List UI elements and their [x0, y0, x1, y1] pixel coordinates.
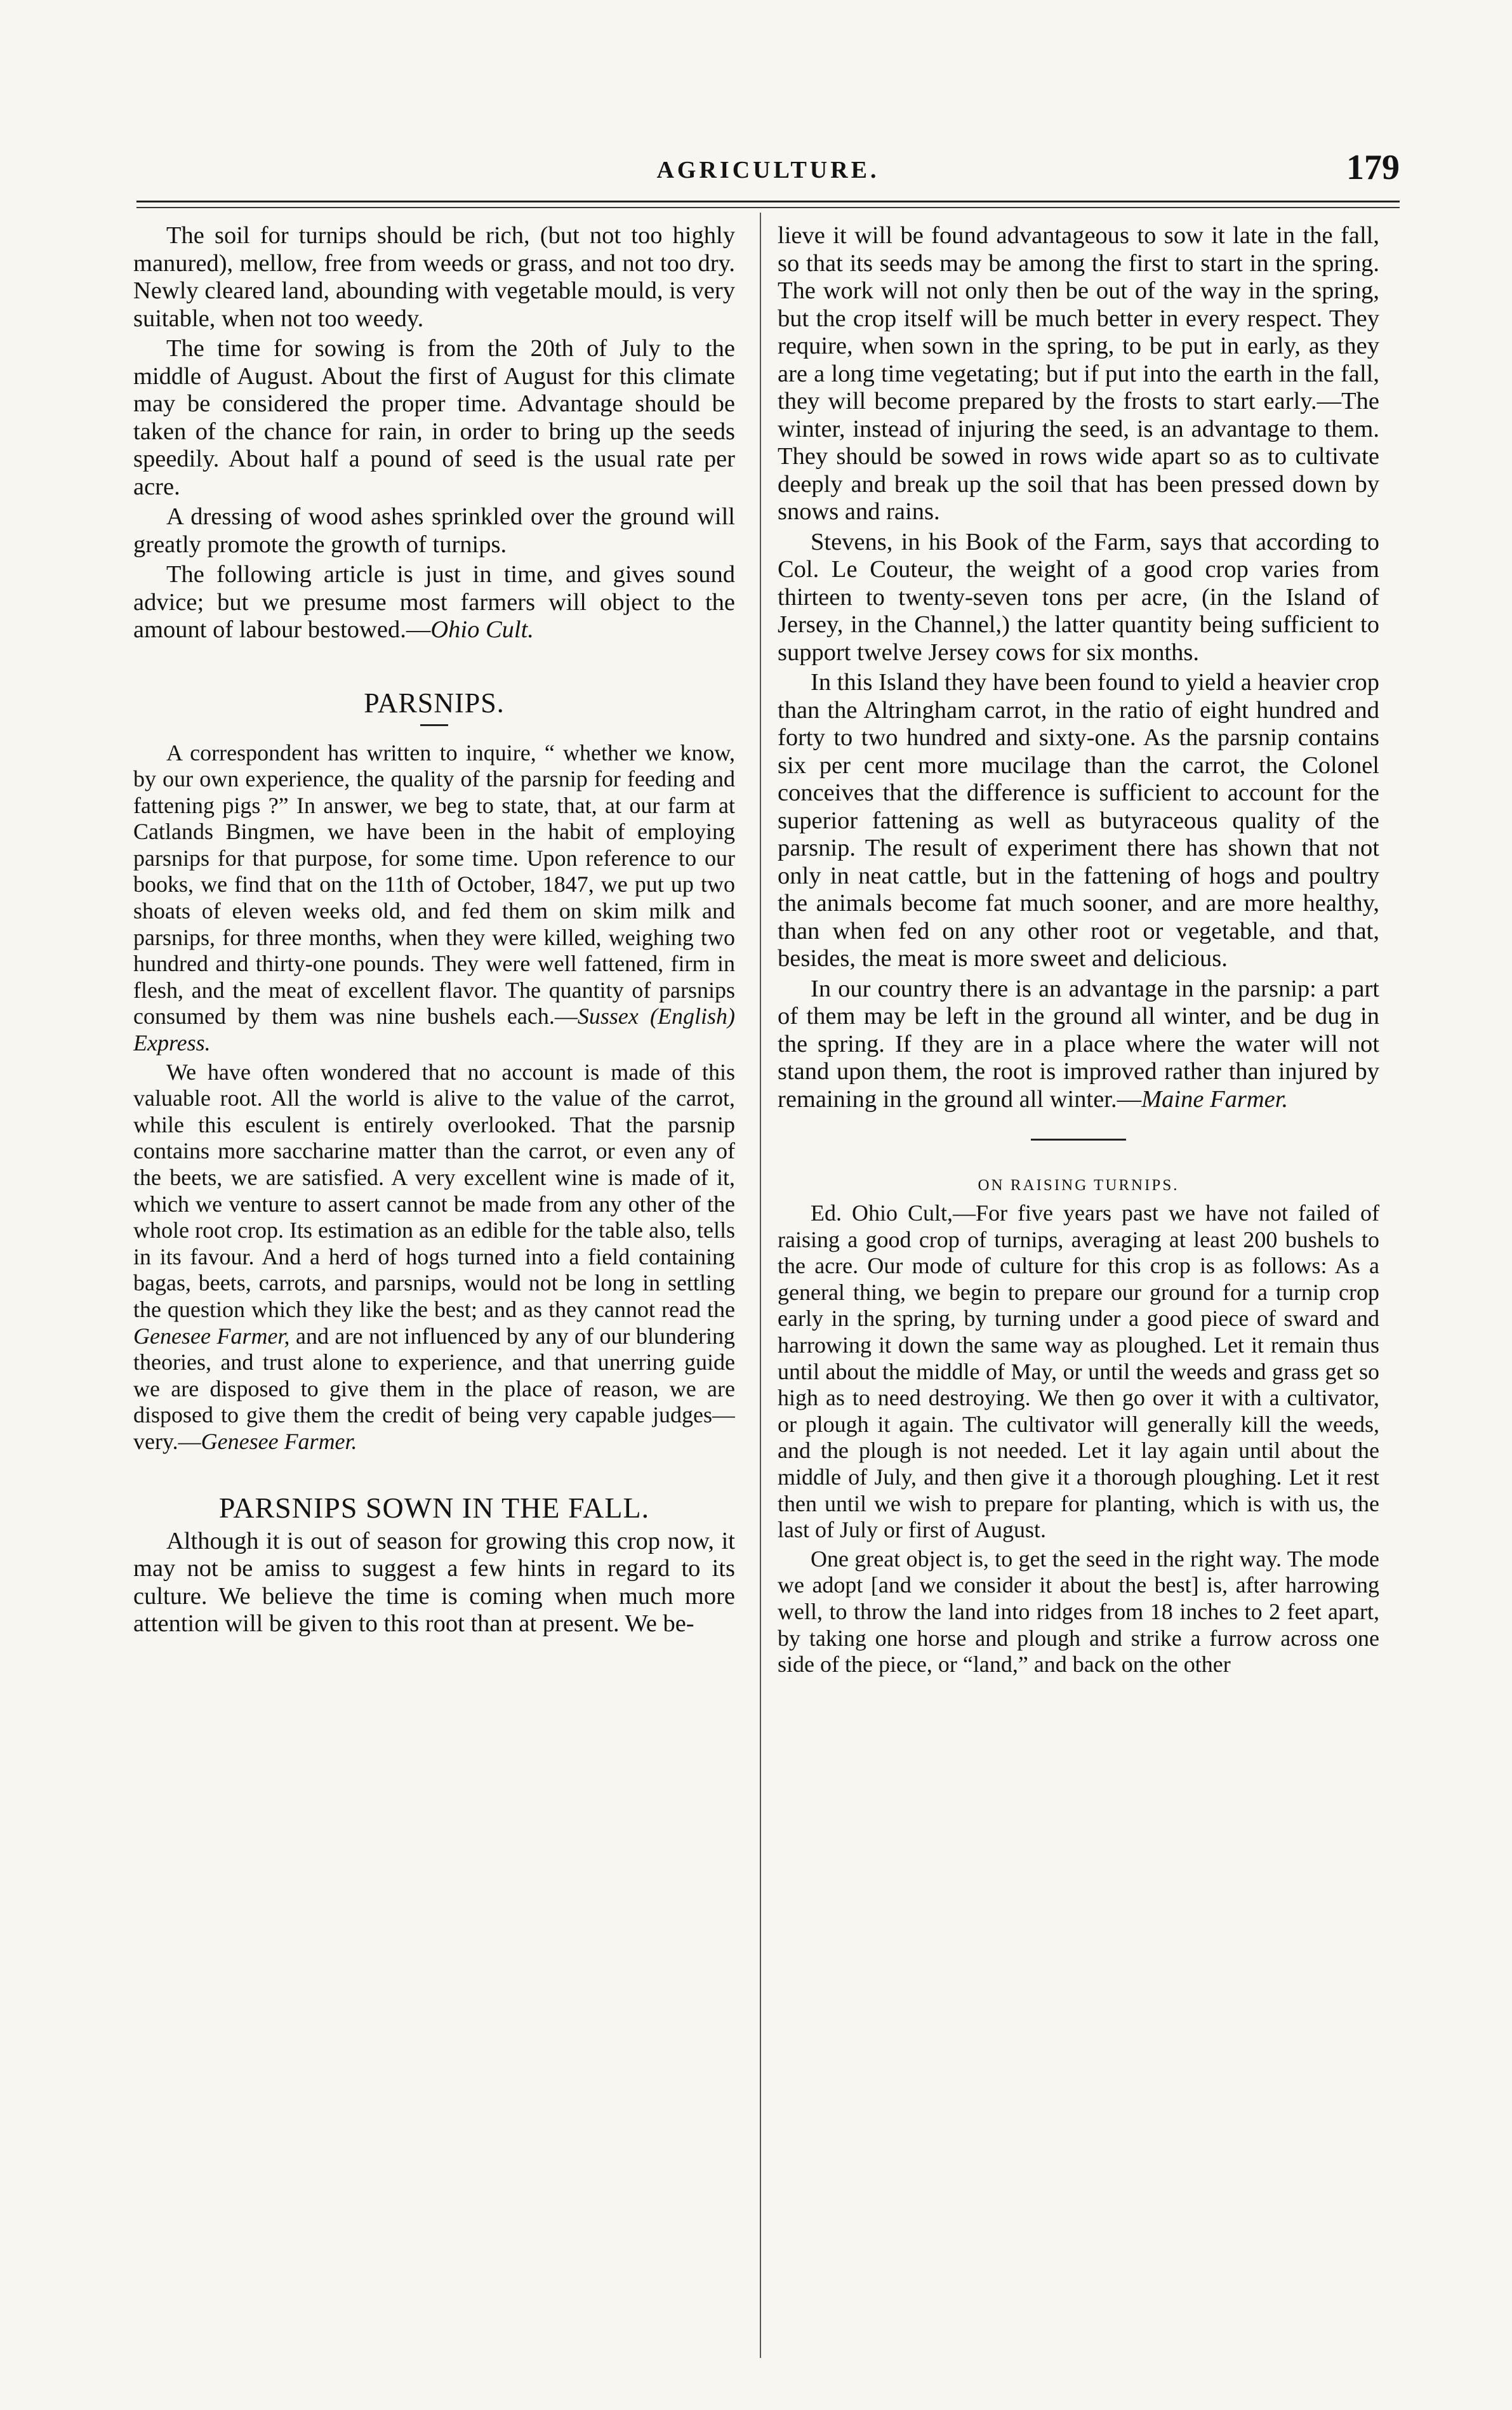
- header-rule-thin: [136, 207, 1400, 208]
- paragraph: [133, 561, 735, 644]
- paragraph: Ed. Ohio Cult,—For five years past we have not failed of raising a good crop of turnips, averaging at least 200 bushels to the acre. Our mode of culture for this crop is as follows: As a general thing, we begin to prepare our ground for a turnip crop early in the spring, by turning under a good piece of sward and harrowing it down the same way as ploughed. Let it remain thus until about the middle of May, or until the weeds and grass get so high as to need destroying. We then go over it with a cultivator, or plough it again. The cultivator will generally kill the weeds, and the plough is not needed. Let it lay again until about the middle of July, and then give it a thorough ploughing. Let it rest then until we wish to prepare for planting, which is with us, the last of July or first of August.: [778, 1200, 1379, 1543]
- paragraph-text: In our country there is an advantage in the parsnip: a part of them may be left in the ground all winter, and be dug in the spring. If they are in a place where the water will not stand upon them, the root is improved rather than injured by remaining in the ground all winter.—: [778, 975, 1379, 1113]
- paragraph: The time for sowing is from the 20th of July to the middle of August. About the first of August for this climate may be considered the proper time. Advantage should be taken of the chance for rain, in order to bring up the seeds speedily. About half a pound of seed is the usual rate per acre.: [133, 335, 735, 500]
- paragraph: One great object is, to get the seed in the right way. The mode we adopt [and we consider it about the best] is, after harrowing well, to throw the land into ridges from 18 inches to 2 feet apart, by taking one horse and plough and strike a furrow across one side of the piece, or “land,” and back on the other: [778, 1546, 1379, 1678]
- section-rule: [1031, 1139, 1126, 1141]
- paragraph-text: A correspondent has written to inquire, “ whether we know, by our own experience, the quality of the parsnip for feeding and fattening pigs ?” In answer, we beg to state, that, at our farm at Catlands Bingmen, we have been in the habit of employing parsnips for that purpose, for some time. Upon reference to our books, we find that on the 11th of October, 1847, we put up two shoats of eleven weeks old, and fed them on skim milk and parsnips, for three months, when they were killed, weighing two hundred and thirty-one pounds. They were well fattened, firm in flesh, and the meat of excellent flavor. The quantity of parsnips consumed by them was nine bushels each.—: [133, 739, 735, 1030]
- paragraph: [778, 976, 1379, 1114]
- paragraph: Stevens, in his Book of the Farm, says that according to Col. Le Couteur, the weight of a good crop varies from thirteen to twenty-seven tons per acre, (in the Island of Jersey, in the Channel,) the latter quantity being sufficient to support twelve Jersey cows for six months.: [778, 528, 1379, 666]
- source-citation: Sussex (English) Express.: [133, 1003, 735, 1056]
- left-column: [133, 222, 735, 2342]
- paragraph-text: We have often wondered that no account is made of this valuable root. All the world is alive to the value of the carrot, while this esculent is entirely overlooked. That the parsnip contains more saccharine matter than the carrot, or even any of the beets, we are satisfied. A very excellent wine is made of it, which we venture to assert cannot be made from any other of the whole root crop. Its estimation as an edible for the table also, tells in its favour. And a herd of hogs turned into a field containing bagas, beets, carrots, and parsnips, would not be long in settling the question which they like the best; and as they cannot read the: [133, 1059, 735, 1322]
- paragraph: Although it is out of season for growing this crop now, it may not be amiss to suggest a few hints in regard to its culture. We believe the time is coming when much more attention will be given to this root than at present. We be-: [133, 1527, 735, 1638]
- source-citation: Maine Farmer.: [1141, 1085, 1289, 1113]
- running-head: AGRICULTURE.: [656, 157, 880, 183]
- paragraph: [133, 1059, 735, 1455]
- paragraph: In this Island they have been found to yield a heavier crop than the Altringham carrot, in the ratio of eight hundred and forty to two hundred and sixty-one. As the parsnip contains six per cent more mucilage than the carrot, the Colonel conceives that the difference is sufficient to account for the superior fattening as well as butyraceous quality of the parsnip. The result of experiment there has shown that not only in neat cattle, but in the fattening of hogs and poultry the animals become fat much sooner, and are more healthy, than when fed on any other root or vegetable, and that, besides, the meat is more sweet and delicious.: [778, 669, 1379, 972]
- section-heading-parsnips-fall: PARSNIPS SOWN IN THE FALL.: [218, 1491, 650, 1524]
- paragraph: A dressing of wood ashes sprinkled over the ground will greatly promote the growth of turnips.: [133, 503, 735, 558]
- paragraph: [133, 740, 735, 1057]
- section-heading-parsnips: PARSNIPS.: [364, 687, 505, 718]
- page-number: 179: [1346, 148, 1400, 187]
- paragraph-text: and are not influenced by any of our blundering theories, and trust alone to experience, and that unerring guide we are disposed to give them in the place of reason, we are disposed to give them the credit of being very capable judges—very.—: [133, 1323, 735, 1454]
- source-citation: Genesee Farmer.: [201, 1428, 357, 1454]
- right-column: [778, 222, 1379, 2342]
- paragraph: lieve it will be found advantageous to sow it late in the fall, so that its seeds may be among the first to start in the spring. The work will not only then be out of the way in the spring, but the crop itself will be much better in every respect. They require, when sown in the spring, to be put in early, as they are a long time vegetating; but if put into the earth in the fall, they will become prepared by the frosts to start early.—The winter, instead of injuring the seed, is an advantage to them. They should be sowed in rows wide apart so as to cultivate deeply and break up the soil that has been pressed down by snows and rains.: [778, 222, 1379, 525]
- source-citation: Ohio Cult.: [430, 616, 534, 643]
- column-divider: [760, 213, 761, 2358]
- heading-dash: [420, 724, 448, 726]
- page-header: [136, 147, 1400, 198]
- paragraph: The soil for turnips should be rich, (but not too highly manured), mellow, free from weeds or grass, and not too dry. Newly cleared land, abounding with vegetable mould, is very suitable, when not too weedy.: [133, 222, 735, 332]
- section-heading-turnips: ON RAISING TURNIPS.: [978, 1177, 1179, 1194]
- publication-title: Genesee Farmer,: [133, 1323, 290, 1349]
- header-rule: [136, 201, 1400, 202]
- paragraph-text: The following article is just in time, and gives sound advice; but we presume most farmers will object to the amount of labour bestowed.—: [133, 561, 735, 643]
